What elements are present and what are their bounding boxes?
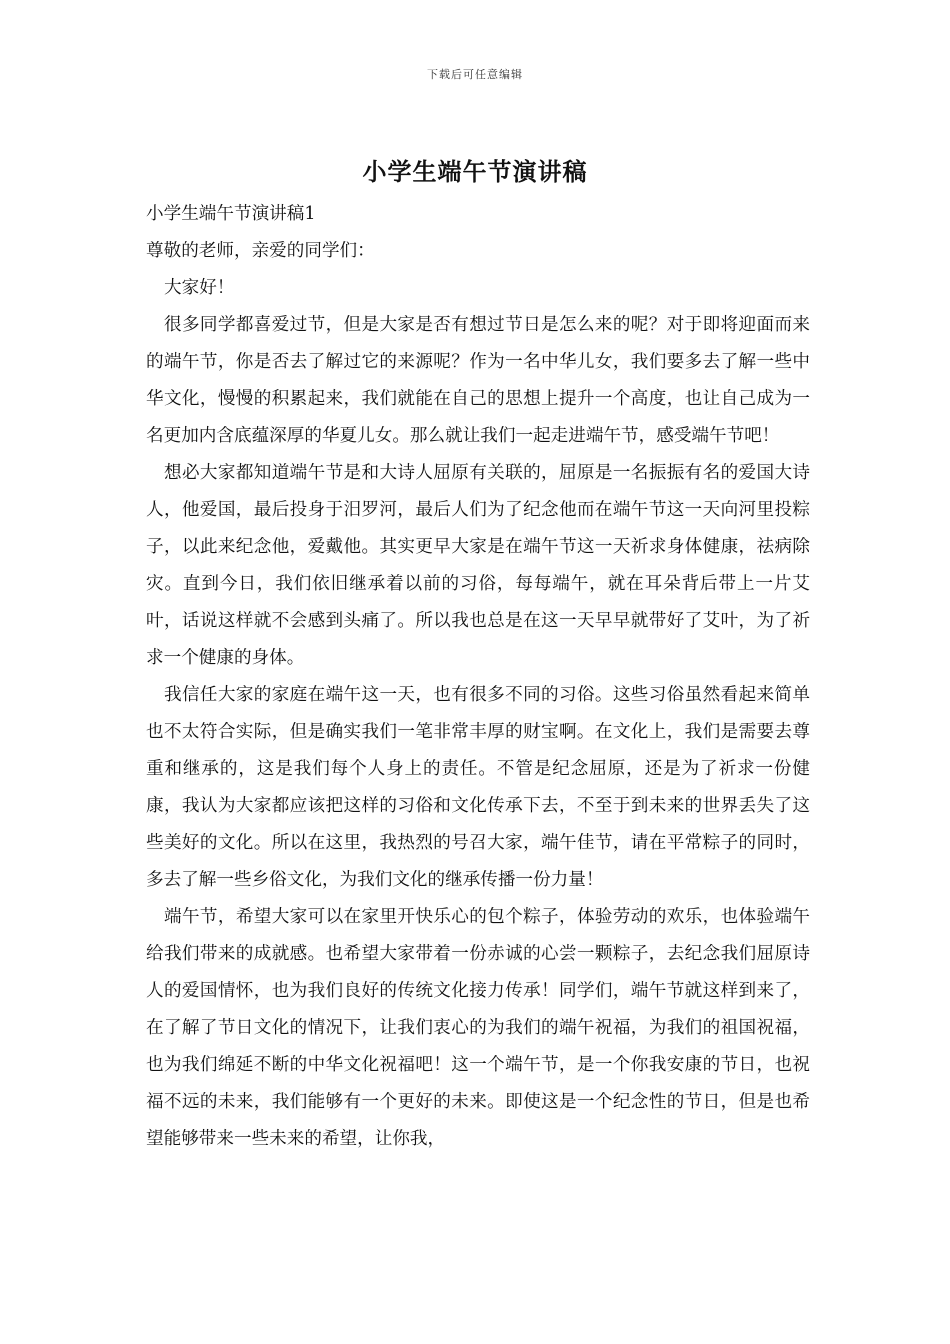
- salutation: 尊敬的老师，亲爱的同学们：: [146, 241, 375, 261]
- section-heading: 小学生端午节演讲稿1: [146, 204, 316, 224]
- paragraph-1: 很多同学都喜爱过节，但是大家是否有想过节日是怎么来的呢？对于即将迎面而来的端午节，你是否去了解过它的来源呢？作为一名中华儿女，我们要多去了解一些中华文化，慢慢的积累起来，我们就能在自己的思想上提升一个高度，也让自己成为一名更加内含底蕴深厚的华夏儿女。那么就让我们一起走进端午节，感受端午节吧！: [146, 315, 810, 446]
- header-note: 下载后可任意编辑: [427, 68, 523, 81]
- paragraph-4: 端午节，希望大家可以在家里开快乐心的包个粽子，体验劳动的欢乐，也体验端午给我们带来的成就感。也希望大家带着一份赤诚的心尝一颗粽子，去纪念我们屈原诗人的爱国情怀，也为我们良好的传统文化接力传承！同学们，端午节就这样到来了，在了解了节日文化的情况下，让我们衷心的为我们的端午祝福，为我们的祖国祝福，也为我们绵延不断的中华文化祝福吧！这一个端午节，是一个你我安康的节日，也祝福不远的未来，我们能够有一个更好的未来。即使这是一个纪念性的节日，但是也希望能够带来一些未来的希望，让你我，: [146, 907, 810, 1149]
- greeting: 大家好！: [164, 278, 235, 298]
- document-title: 小学生端午节演讲稿: [362, 157, 588, 186]
- paragraph-2: 想必大家都知道端午节是和大诗人屈原有关联的，屈原是一名振振有名的爱国大诗人，他爱国，最后投身于汨罗河，最后人们为了纪念他而在端午节这一天向河里投粽子，以此来纪念他，爱戴他。其实更早大家是在端午节这一天祈求身体健康，祛病除灾。直到今日，我们依旧继承着以前的习俗，每每端午，就在耳朵背后带上一片艾叶，话说这样就不会感到头痛了。所以我也总是在这一天早早就带好了艾叶，为了祈求一个健康的身体。: [146, 463, 810, 668]
- paragraph-3: 我信任大家的家庭在端午这一天，也有很多不同的习俗。这些习俗虽然看起来简单也不太符合实际，但是确实我们一笔非常丰厚的财宝啊。在文化上，我们是需要去尊重和继承的，这是我们每个人身上的责任。不管是纪念屈原，还是为了祈求一份健康，我认为大家都应该把这样的习俗和文化传承下去，不至于到未来的世界丢失了这些美好的文化。所以在这里，我热烈的号召大家，端午佳节，请在平常粽子的同时，多去了解一些乡俗文化，为我们文化的继承传播一份力量！: [146, 685, 810, 890]
- document-body: [146, 196, 810, 1158]
